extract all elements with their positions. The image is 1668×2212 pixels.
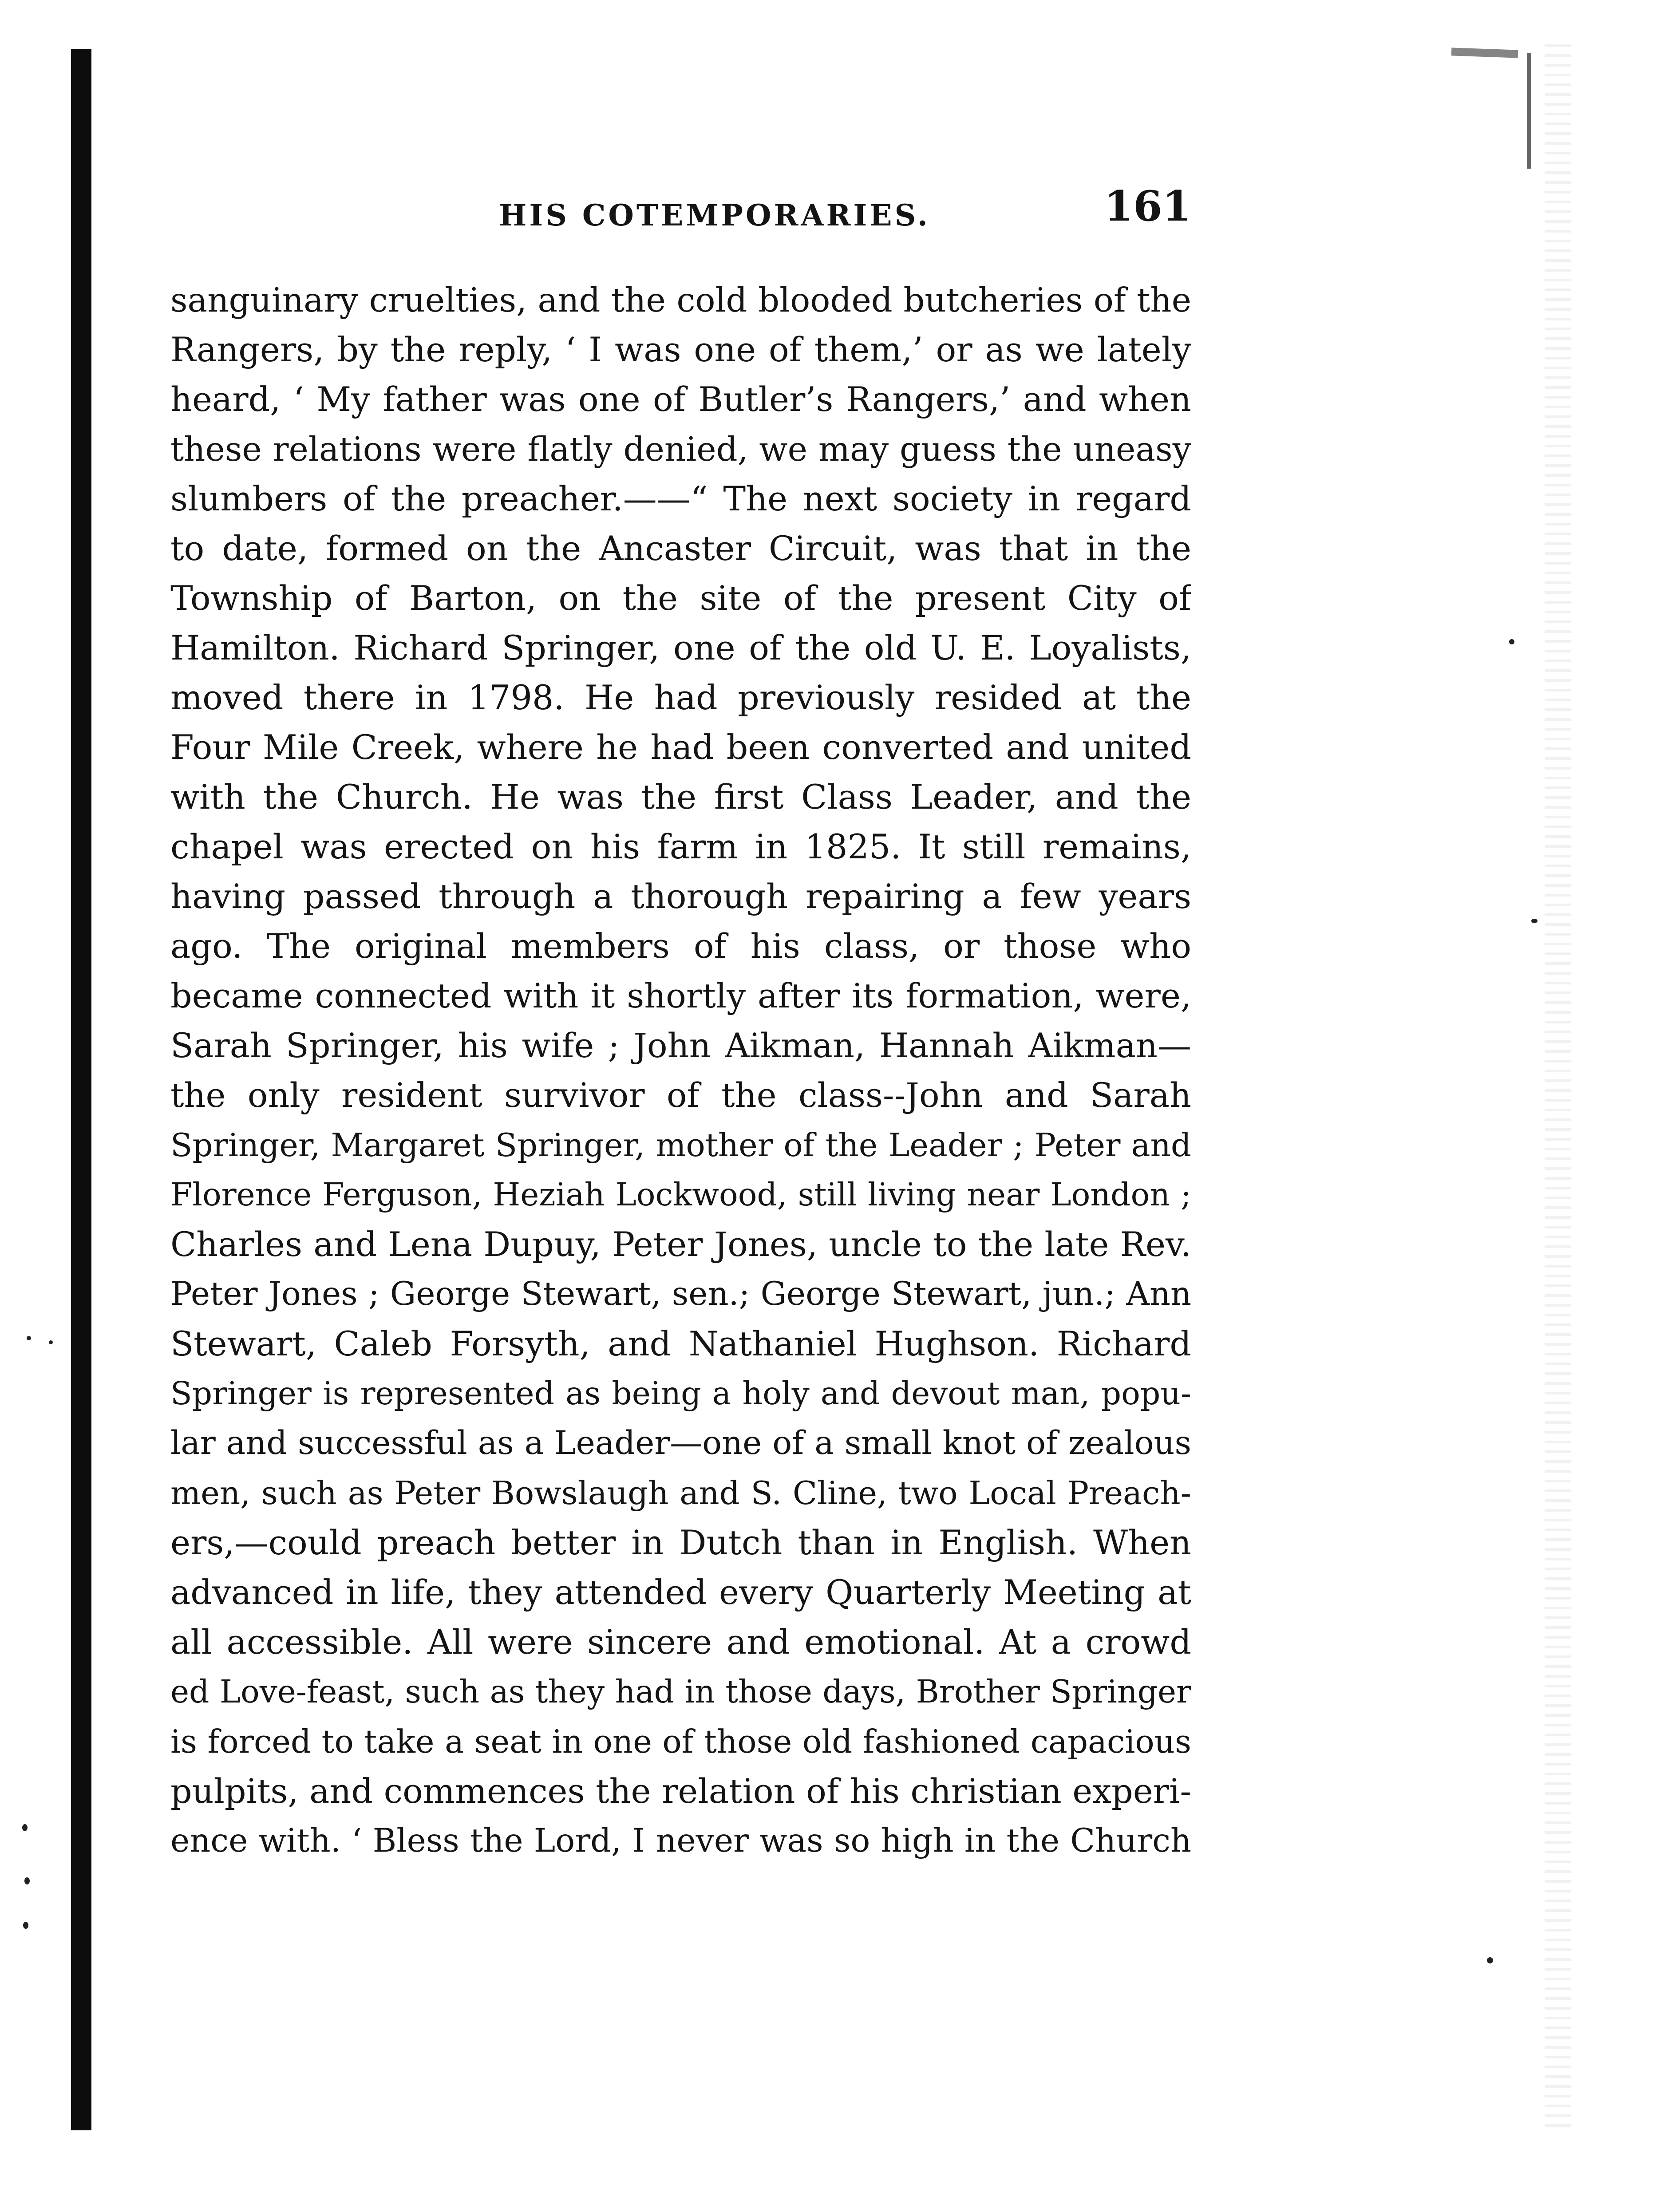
text-line: Four Mile Creek, where he had been converted and united	[170, 727, 1191, 767]
text-line: Township of Barton, on the site of the present City of	[170, 578, 1191, 618]
page-edge-mark	[1527, 53, 1531, 169]
scan-speck	[24, 1877, 30, 1884]
text-line: pulpits, and commences the relation of his christian experi-	[170, 1771, 1191, 1811]
text-line: Stewart, Caleb Forsyth, and Nathaniel Hughson. Richard	[170, 1324, 1191, 1363]
text-line: ago. The original members of his class, or those who	[170, 926, 1191, 966]
text-line: these relations were flatly denied, we may guess the uneasy	[170, 430, 1191, 469]
text-line: ence with. ‘ Bless the Lord, I never was so high in the Church	[170, 1822, 1191, 1860]
page-edge-shadow	[1545, 44, 1571, 2130]
text-line: moved there in 1798. He had previously resided at the	[170, 678, 1191, 717]
page-header	[170, 182, 1191, 244]
scan-speck	[27, 1336, 31, 1340]
text-line: to date, formed on the Ancaster Circuit, was that in the	[170, 529, 1191, 568]
text-line: Charles and Lena Dupuy, Peter Jones, uncle to the late Rev.	[170, 1224, 1191, 1264]
text-line: having passed through a thorough repairing a few years	[170, 877, 1191, 916]
text-line: Rangers, by the reply, ‘ I was one of them,’ or as we lately	[170, 330, 1191, 369]
text-line: the only resident survivor of the class--John and Sarah	[170, 1075, 1191, 1115]
scan-speck	[23, 1922, 28, 1929]
text-line: ers,—could preach better in Dutch than in English. When	[170, 1523, 1191, 1562]
text-line: became connected with it shortly after its formation, were,	[170, 976, 1191, 1015]
scan-speck	[1509, 639, 1514, 644]
text-line: lar and successful as a Leader—one of a small knot of zealous	[170, 1424, 1191, 1462]
text-line: advanced in life, they attended every Quarterly Meeting at	[170, 1572, 1191, 1612]
running-head: HIS COTEMPORARIES.	[499, 198, 930, 233]
text-line: all accessible. All were sincere and emotional. At a crowd	[170, 1622, 1191, 1662]
text-line: Florence Ferguson, Heziah Lockwood, still living near London ;	[170, 1176, 1191, 1213]
text-line: Springer is represented as being a holy and devout man, popu-	[170, 1375, 1191, 1412]
text-line: ed Love-feast, such as they had in those days, Brother Springer	[170, 1673, 1191, 1710]
text-line: is forced to take a seat in one of those old fashioned capacious	[170, 1723, 1191, 1760]
text-line: slumbers of the preacher.——“ The next society in regard	[170, 479, 1191, 518]
scan-speck	[22, 1824, 28, 1831]
scan-speck	[1487, 1957, 1493, 1963]
text-line: heard, ‘ My father was one of Butler’s Rangers,’ and when	[170, 379, 1191, 419]
scan-speck	[1531, 919, 1538, 923]
binding-edge	[71, 49, 91, 2130]
page-number: 161	[1104, 182, 1191, 231]
text-line: Sarah Springer, his wife ; John Aikman, Hannah Aikman—	[170, 1026, 1191, 1065]
text-line: Springer, Margaret Springer, mother of the Leader ; Peter and	[170, 1126, 1191, 1164]
text-line: chapel was erected on his farm in 1825. It still remains,	[170, 827, 1191, 866]
text-line: sanguinary cruelties, and the cold blooded butcheries of the	[170, 280, 1191, 320]
text-line: men, such as Peter Bowslaugh and S. Cline, two Local Preach-	[170, 1474, 1191, 1512]
text-line: Peter Jones ; George Stewart, sen.; George Stewart, jun.; Ann	[170, 1275, 1191, 1313]
scan-speck	[49, 1340, 53, 1344]
text-line: with the Church. He was the first Class Leader, and the	[170, 777, 1191, 817]
body-text	[170, 275, 1191, 1866]
page-edge-mark	[1451, 47, 1518, 58]
text-line: Hamilton. Richard Springer, one of the old U. E. Loyalists,	[170, 628, 1191, 668]
